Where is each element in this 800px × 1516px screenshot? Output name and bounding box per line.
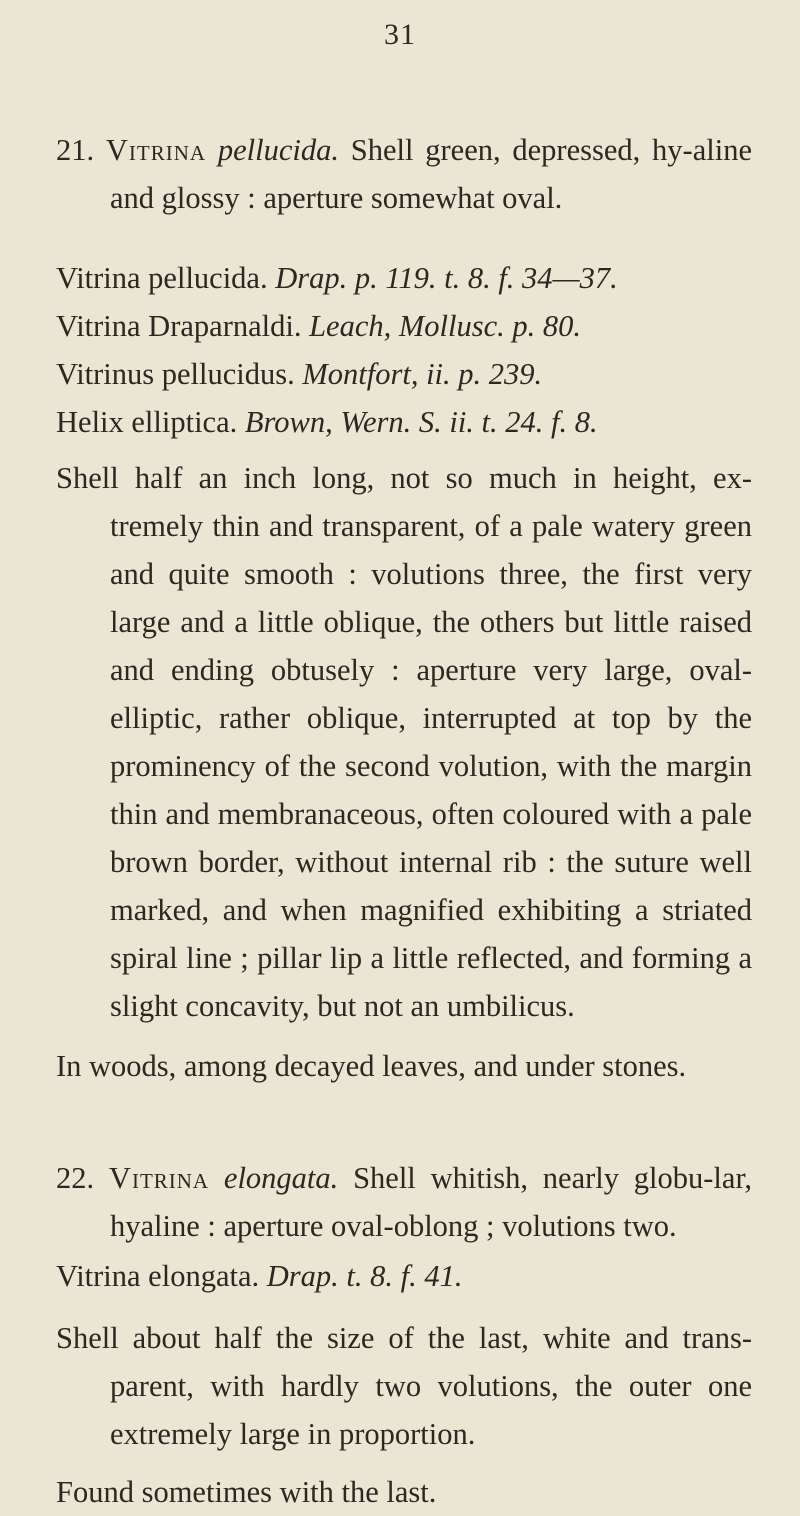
page-number: 31	[384, 18, 416, 51]
synonym-name: Helix elliptica.	[56, 405, 238, 439]
synonym-authority: Montfort, ii. p. 239.	[302, 357, 543, 391]
synonym-name: Vitrina pellucida.	[56, 261, 268, 295]
synonymy-list	[56, 254, 752, 446]
synonym-line	[56, 398, 752, 446]
entry-21-heading	[56, 126, 752, 222]
entry-22-description: Shell about half the size of the last, white and trans-parent, with hardly two volutions, the outer one extremely large in proportion.	[56, 1321, 752, 1451]
synonym-authority: Brown, Wern. S. ii. t. 24. f. 8.	[244, 405, 598, 439]
genus-name: Vitrina	[108, 1161, 210, 1195]
synonym-line	[56, 302, 752, 350]
synonym-authority: Drap. p. 119. t. 8. f. 34—37.	[275, 261, 618, 295]
entry-22-heading	[56, 1154, 752, 1250]
diagnosis: Shell green, depressed, hy-aline and glossy : aperture somewhat oval.	[110, 133, 752, 215]
synonym-authority: Drap. t. 8. f. 41.	[266, 1259, 463, 1293]
entry-21-description: Shell half an inch long, not so much in height, ex-tremely thin and transparent, of a pale watery green and quite smooth : volutions three, the first very large and a little oblique, the others but little raised and ending obtusely : aperture very large, oval-elliptic, rather oblique, interrupted at top by the prominency of the second volution, with the margin thin and membranaceous, often coloured with a pale brown border, without internal rib : the suture well marked, and when magnified exhibiting a striated spiral line ; pillar lip a little reflected, and forming a slight concavity, but not an umbilicus.	[56, 461, 752, 1023]
synonym-name: Vitrinus pellucidus.	[56, 357, 295, 391]
synonym-name: Vitrina Draparnaldi.	[56, 309, 302, 343]
diagnosis: Shell whitish, nearly globu-lar, hyaline : aperture oval-oblong ; volutions two.	[110, 1161, 753, 1243]
entry-21-habitat: In woods, among decayed leaves, and under stones.	[56, 1049, 687, 1083]
genus-name: Vitrina	[105, 133, 207, 167]
synonym-line	[56, 254, 752, 302]
synonym-line	[56, 350, 752, 398]
entry-22-habitat: Found sometimes with the last.	[56, 1475, 437, 1509]
synonym-authority: Leach, Mollusc. p. 80.	[309, 309, 582, 343]
synonym-name: Vitrina elongata.	[56, 1259, 260, 1293]
synonym-line	[56, 1252, 752, 1300]
species-name: pellucida.	[217, 133, 339, 167]
species-name: elongata.	[223, 1161, 339, 1195]
entry-number: 21.	[56, 133, 95, 167]
entry-number: 22.	[56, 1161, 95, 1195]
